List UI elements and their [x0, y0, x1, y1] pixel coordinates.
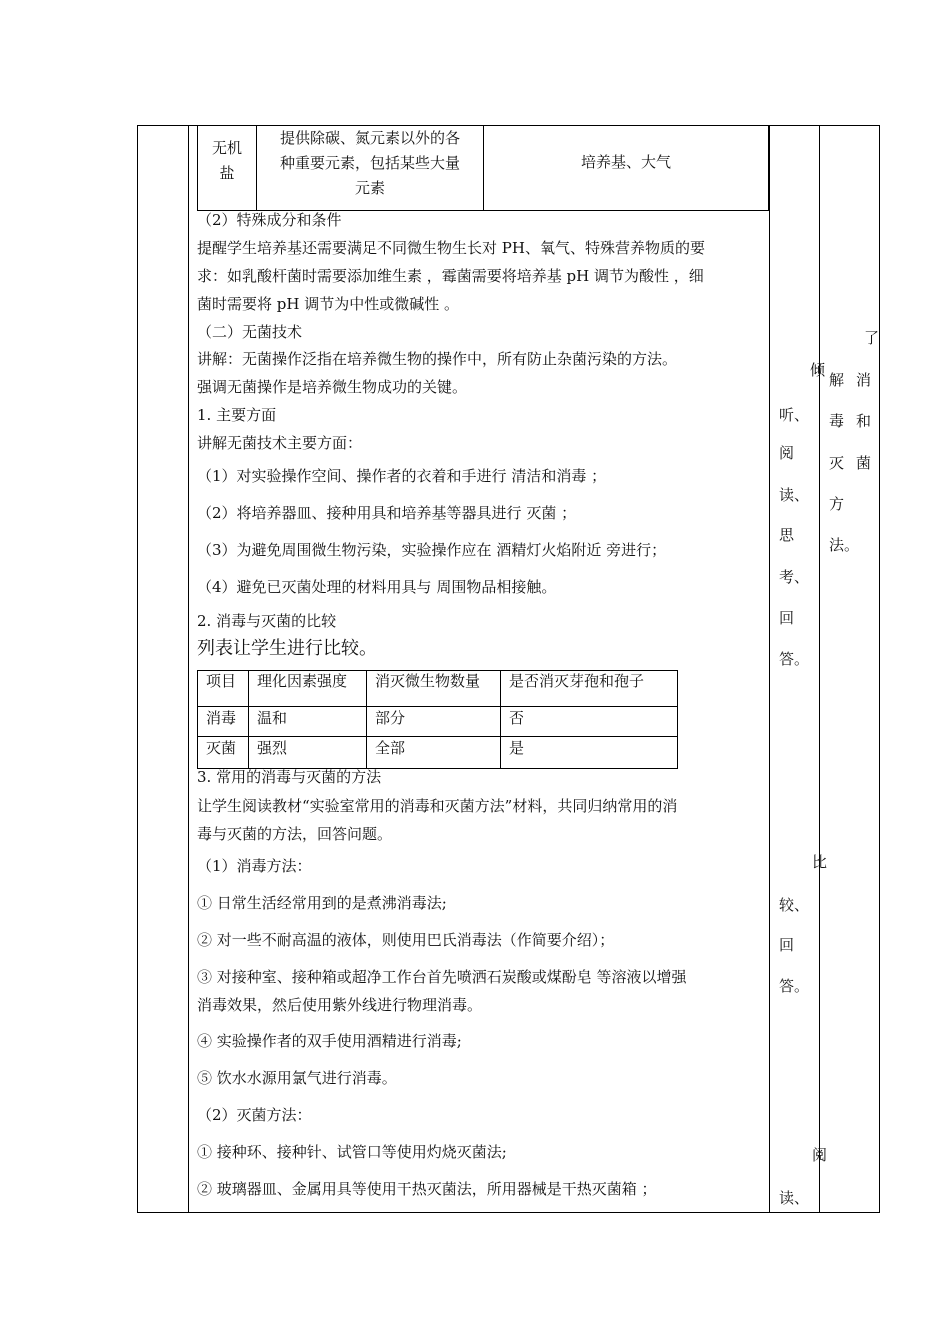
nutrient-function-line: 种重要元素，包括某些大量 [279, 154, 460, 172]
text-line: ③ 对接种室、接种箱或超净工作台首先喷洒石炭酸或煤酚皂 等溶液以增强 [197, 968, 687, 986]
design-intent-char: 菌 [856, 454, 872, 472]
text-line: ② 对一些不耐高温的液体，则使用巴氏消毒法（作简要介绍）； [197, 931, 615, 949]
text-line: 讲解：无菌操作泛指在培养微生物的操作中，所有防止杂菌污染的方法。 [197, 350, 678, 368]
table-cell: 消毒 [206, 709, 237, 727]
table-cell: 灭菌 [206, 739, 237, 757]
nutrient-name-line: 无机 [211, 139, 242, 157]
design-intent-char: 了 [864, 329, 880, 347]
text-line: 求：如乳酸杆菌时需要添加维生素 ，霉菌需要将培养基 pH 调节为酸性 ，细 [197, 267, 704, 285]
text-line: （4）避免已灭菌处理的材料用具与 周围物品相接触。 [197, 578, 557, 596]
table-header-cell: 是否消灭芽孢和孢子 [509, 672, 645, 690]
table-cell: 强烈 [257, 739, 288, 757]
student-activity-char: 考、 [779, 568, 810, 586]
text-line: 毒与灭菌的方法，回答问题。 [197, 825, 393, 843]
table-cell: 是 [509, 739, 525, 757]
text-line: （2）将培养器皿、接种用具和培养基等器具进行 灭菌 ； [197, 504, 577, 522]
text-line: ① 接种环、接种针、试管口等使用灼烧灭菌法; [197, 1143, 507, 1161]
text-line: 强调无菌操作是培养微生物成功的关键。 [197, 378, 468, 396]
text-line: 列表让学生进行比较。 [197, 638, 377, 659]
student-activity-char: 阅 [812, 1146, 828, 1164]
student-activity-char: 思 [779, 526, 795, 544]
column-divider-1 [188, 125, 189, 1213]
student-activity-char: 听、 [779, 406, 810, 424]
text-line: 讲解无菌技术主要方面： [197, 434, 363, 452]
design-intent-char: 法。 [829, 536, 860, 554]
student-activity-char: 答。 [779, 650, 810, 668]
design-intent-char: 解 [829, 371, 845, 389]
table-header-cell: 消灭微生物数量 [375, 672, 481, 690]
design-intent-char: 灭 [829, 454, 845, 472]
text-line: 3. 常用的消毒与灭菌的方法 [197, 768, 382, 786]
text-line: 提醒学生培养基还需要满足不同微生物生长对 PH、氧气、特殊营养物质的要 [197, 239, 705, 257]
design-intent-char: 毒 [829, 412, 845, 430]
text-line: ① 日常生活经常用到的是煮沸消毒法; [197, 894, 447, 912]
design-intent-char: 方 [829, 495, 845, 513]
design-intent-char: 和 [856, 412, 872, 430]
student-activity-char: 回 [779, 609, 795, 627]
student-activity-char: 读、 [779, 1189, 810, 1207]
text-line: （2）灭菌方法： [197, 1106, 312, 1124]
student-activity-char: 读、 [779, 486, 810, 504]
student-activity-char: 答。 [779, 977, 810, 995]
nutrient-source-cell: 培养基、大气 [580, 153, 671, 171]
text-line: （1）消毒方法： [197, 857, 312, 875]
nutrient-function-line: 提供除碳、氮元素以外的各 [279, 129, 460, 147]
nutrient-function-cell [257, 126, 483, 201]
nutrient-function-line: 元素 [354, 179, 385, 197]
text-line: （1）对实验操作空间、操作者的衣着和手进行 清洁和消毒 ； [197, 467, 607, 485]
text-line: （3）为避免周围微生物污染，实验操作应在 酒精灯火焰附近 旁进行； [197, 541, 667, 559]
text-line: 消毒效果，然后使用紫外线进行物理消毒。 [197, 996, 483, 1014]
table-header-cell: 理化因素强度 [257, 672, 348, 690]
column-divider-3 [819, 125, 820, 1213]
text-line: ④ 实验操作者的双手使用酒精进行消毒; [197, 1032, 462, 1050]
student-activity-char: 阅 [779, 444, 795, 462]
table-cell: 全部 [375, 739, 406, 757]
table-cell: 温和 [257, 709, 288, 727]
table-header-cell: 项目 [206, 672, 237, 690]
nutrient-name-cell [198, 139, 256, 183]
student-activity-char: 较、 [779, 896, 810, 914]
student-activity-char: 回 [779, 936, 795, 954]
text-line: （二）无菌技术 [197, 323, 303, 341]
text-line: ⑤ 饮水水源用氯气进行消毒。 [197, 1069, 397, 1087]
table-cell: 部分 [375, 709, 406, 727]
text-line: （2）特殊成分和条件 [197, 211, 342, 229]
outer-right-border [879, 125, 880, 1213]
student-activity-char: 倾 [810, 361, 826, 379]
column-divider-2 [769, 125, 770, 1213]
text-line: 让学生阅读教材“实验室常用的消毒和灭菌方法”材料，共同归纳常用的消 [197, 797, 678, 815]
text-line: 菌时需要将 pH 调节为中性或微碱性 。 [197, 295, 459, 313]
design-intent-char: 消 [856, 371, 872, 389]
text-line: ② 玻璃器皿、金属用具等使用干热灭菌法，所用器械是干热灭菌箱 ； [197, 1180, 657, 1198]
text-line: 2. 消毒与灭菌的比较 [197, 612, 337, 630]
student-activity-char: 比 [812, 853, 828, 871]
table-cell: 否 [509, 709, 525, 727]
nutrient-name-line: 盐 [219, 164, 235, 182]
text-line: 1. 主要方面 [197, 406, 277, 424]
outer-left-border [137, 125, 138, 1213]
